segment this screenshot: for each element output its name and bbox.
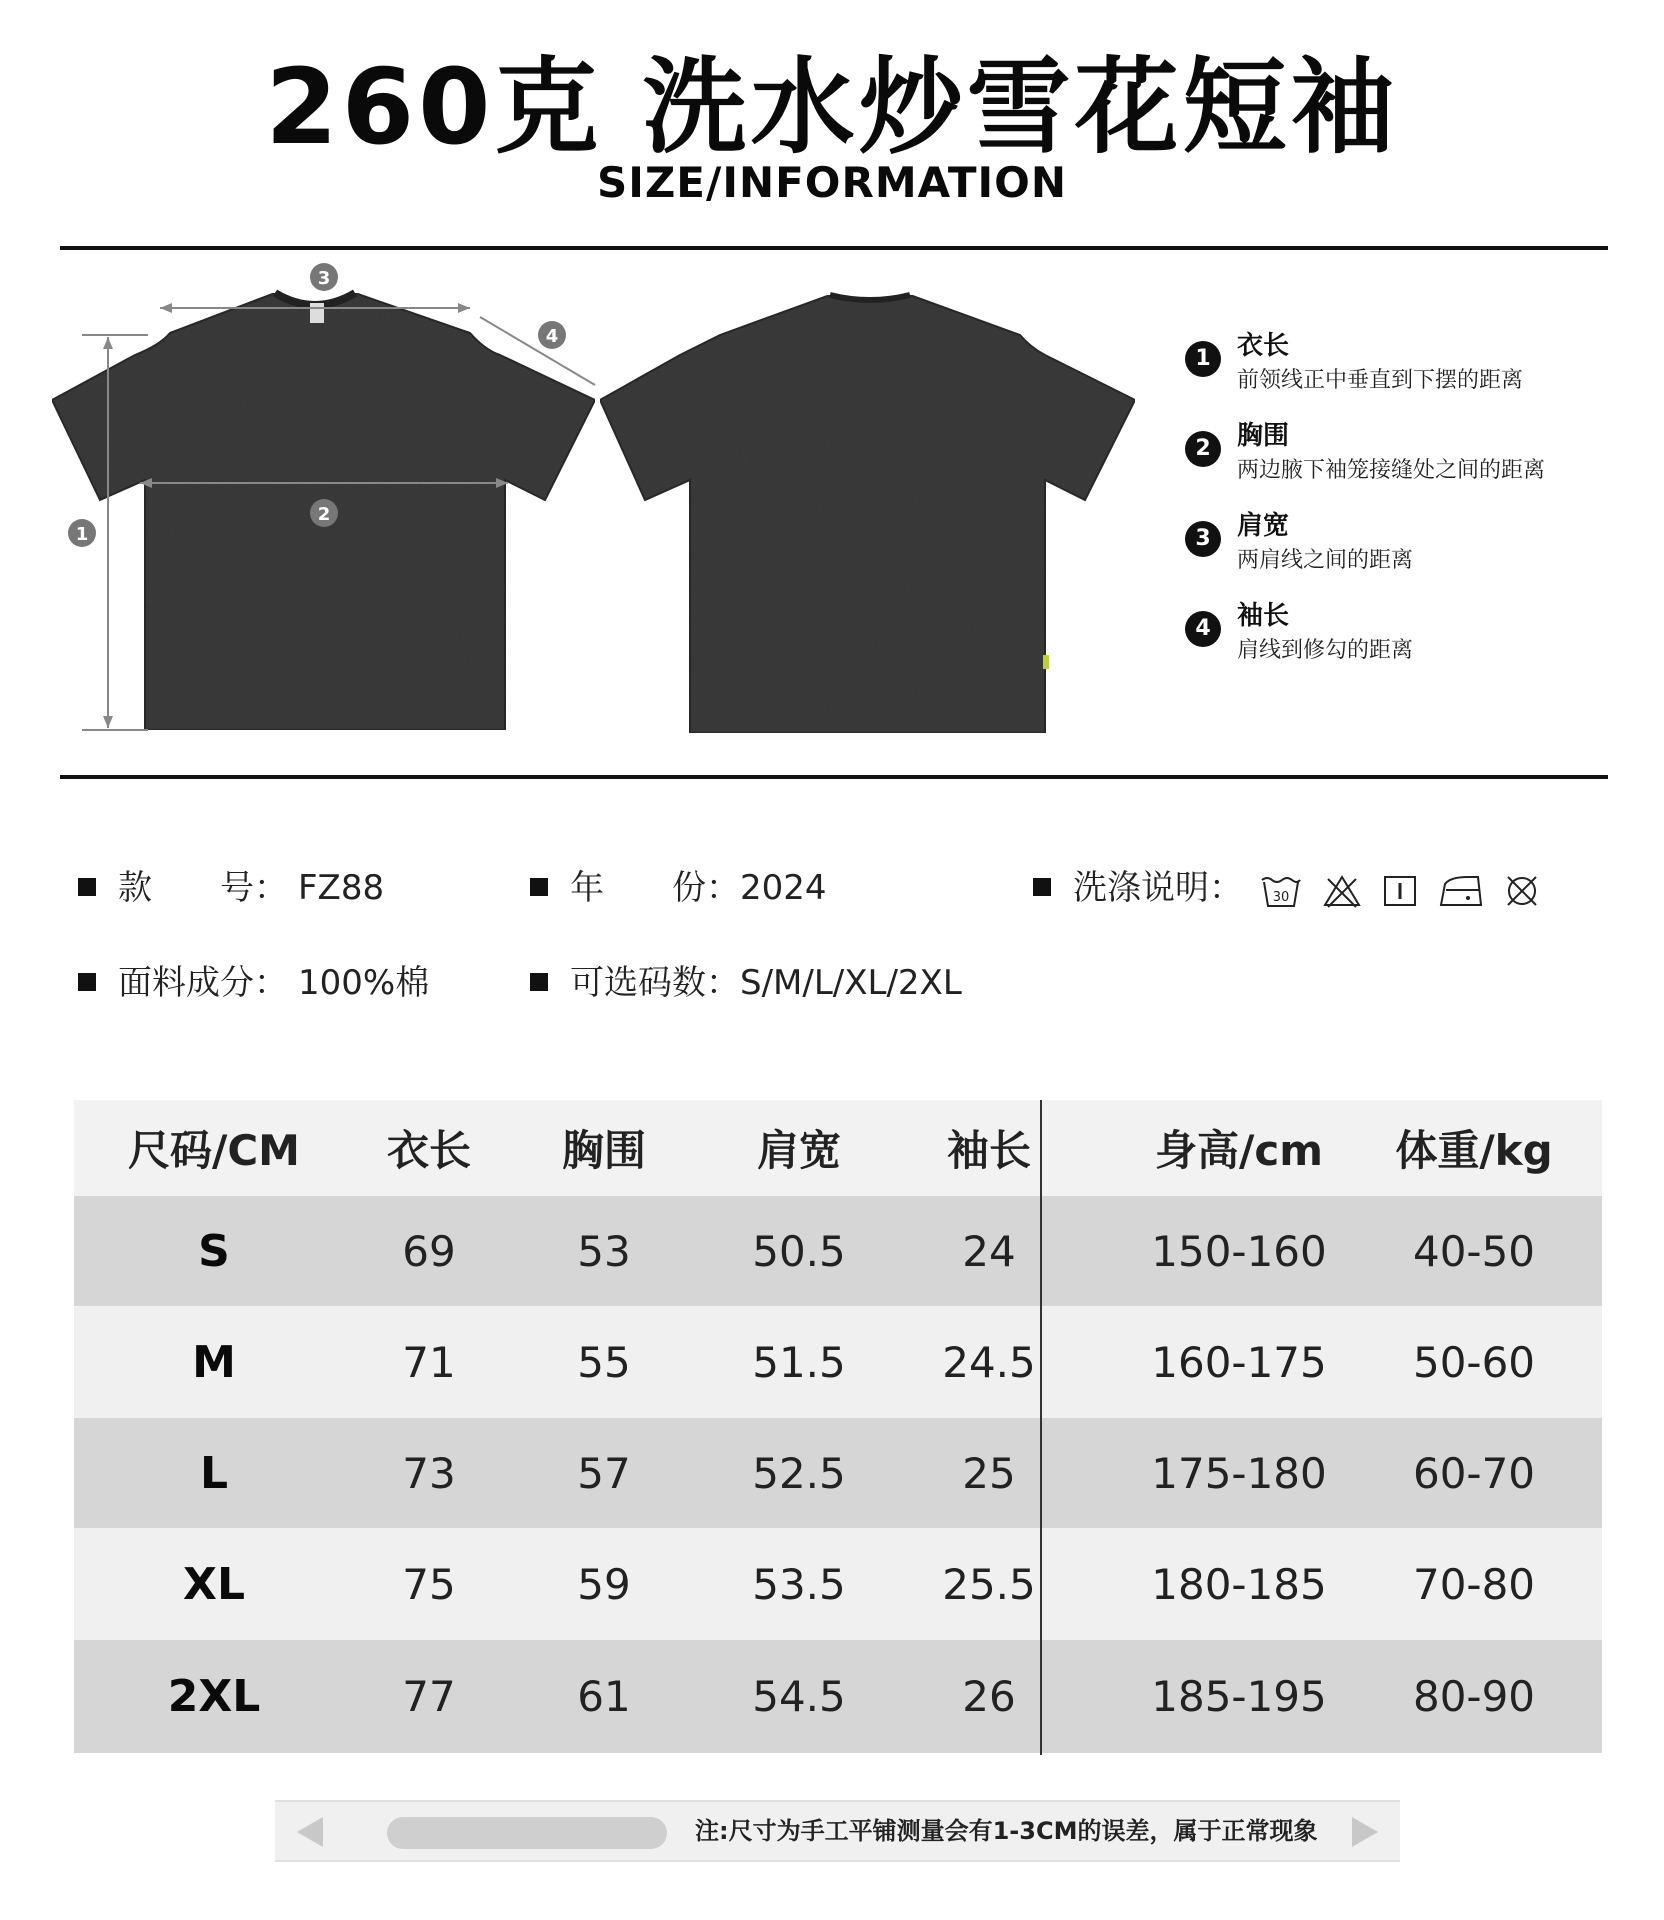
legend-item-shoulder <box>1185 505 1605 595</box>
page-subtitle: SIZE/INFORMATION <box>596 158 1068 207</box>
care-icons <box>1260 865 1560 915</box>
bullet-icon <box>530 973 548 991</box>
weight-cell: 50-60 <box>1412 1337 1536 1387</box>
iron-icon <box>1382 874 1418 908</box>
height-cell: 185-195 <box>1151 1672 1327 1721</box>
chest-cell: 55 <box>577 1337 631 1387</box>
measurement-legend <box>1185 325 1605 685</box>
fabric <box>78 958 429 1008</box>
sleeve-cell: 24.5 <box>942 1337 1036 1387</box>
size-cell: L <box>199 1447 229 1499</box>
header-height: 身高/cm <box>1154 1126 1323 1175</box>
top-divider <box>60 246 1608 250</box>
table-row <box>74 1196 1602 1306</box>
table-column-divider <box>1040 1100 1042 1755</box>
tumble-dry-icon <box>1438 874 1484 908</box>
sizes-label: 可选码数： <box>570 963 740 1003</box>
bullet-icon <box>1033 878 1051 896</box>
table-row <box>74 1418 1602 1528</box>
marker-1 <box>68 519 96 547</box>
length-cell: 69 <box>402 1226 456 1276</box>
weight-cell: 70-80 <box>1412 1559 1536 1609</box>
length-cell: 71 <box>402 1337 456 1387</box>
legend-title: 袖长 <box>1237 601 1290 631</box>
chest-cell: 53 <box>577 1226 631 1276</box>
bottom-divider <box>60 775 1608 779</box>
fabric-value: 100%棉 <box>298 963 430 1003</box>
table-row <box>74 1306 1602 1418</box>
legend-item-length <box>1185 325 1605 415</box>
scroll-right-arrow-icon[interactable] <box>1352 1817 1378 1847</box>
measurement-note: 注:尺寸为手工平铺测量会有1-3CM的误差，属于正常现象 <box>695 1817 1318 1845</box>
legend-desc: 肩线到修勾的距离 <box>1237 638 1414 663</box>
svg-text:4: 4 <box>545 326 559 347</box>
bullet-icon <box>78 973 96 991</box>
weight-cell: 60-70 <box>1412 1448 1536 1498</box>
size-table <box>74 1100 1602 1753</box>
header-chest: 胸围 <box>561 1126 646 1175</box>
scroll-left-arrow-icon[interactable] <box>297 1817 323 1847</box>
legend-title: 衣长 <box>1237 331 1290 361</box>
shirt-diagram <box>40 255 1170 765</box>
page-title: 260克 洗水炒雪花短袖 <box>265 46 1399 168</box>
header-sleeve: 袖长 <box>946 1126 1031 1175</box>
sleeve-cell: 24 <box>962 1226 1016 1276</box>
height-cell: 175-180 <box>1151 1448 1327 1498</box>
header-length: 衣长 <box>386 1126 471 1175</box>
note-bar <box>275 1800 1400 1862</box>
length-cell: 73 <box>402 1448 456 1498</box>
bullet-icon <box>78 878 96 896</box>
sizes-value: S/M/L/XL/2XL <box>740 963 962 1003</box>
scrollbar-thumb[interactable] <box>387 1817 667 1849</box>
legend-number: 3 <box>1185 521 1221 557</box>
legend-desc: 前领线正中垂直到下摆的距离 <box>1237 368 1524 393</box>
table-row <box>74 1640 1602 1753</box>
side-tag <box>1043 655 1049 669</box>
legend-number: 4 <box>1185 611 1221 647</box>
legend-title: 肩宽 <box>1237 511 1290 541</box>
legend-item-chest <box>1185 415 1605 505</box>
weight-cell: 80-90 <box>1412 1672 1536 1721</box>
neck-label <box>310 303 324 323</box>
height-cell: 180-185 <box>1151 1559 1327 1609</box>
marker-4 <box>538 321 566 349</box>
wash-30-icon <box>1260 874 1302 908</box>
weight-cell: 40-50 <box>1412 1226 1536 1276</box>
shoulder-cell: 51.5 <box>752 1337 846 1387</box>
chest-cell: 61 <box>577 1672 631 1721</box>
header-size: 尺码/CM <box>128 1126 300 1175</box>
shoulder-cell: 50.5 <box>752 1226 846 1276</box>
legend-desc: 两边腋下袖笼接缝处之间的距离 <box>1237 458 1546 483</box>
chest-cell: 57 <box>577 1448 631 1498</box>
style-value: FZ88 <box>298 868 385 908</box>
size-cell: XL <box>183 1558 245 1610</box>
header-shoulder: 肩宽 <box>756 1126 841 1175</box>
legend-title: 胸围 <box>1237 421 1290 451</box>
no-bleach-icon <box>1322 874 1362 908</box>
height-cell: 160-175 <box>1151 1337 1327 1387</box>
style-number <box>78 863 384 913</box>
year-value: 2024 <box>740 868 827 908</box>
sleeve-cell: 25 <box>962 1448 1016 1498</box>
size-cell: 2XL <box>167 1671 261 1722</box>
length-cell: 77 <box>402 1672 456 1721</box>
legend-number: 2 <box>1185 431 1221 467</box>
table-row <box>74 1528 1602 1640</box>
fabric-label: 面料成分： <box>118 963 288 1003</box>
header-weight: 体重/kg <box>1395 1126 1553 1175</box>
care-instructions <box>1033 863 1560 915</box>
chest-cell: 59 <box>577 1559 631 1609</box>
shoulder-cell: 52.5 <box>752 1448 846 1498</box>
available-sizes <box>530 958 962 1008</box>
year <box>530 863 827 913</box>
legend-item-sleeve <box>1185 595 1605 685</box>
height-cell: 150-160 <box>1151 1226 1327 1276</box>
bullet-icon <box>530 878 548 896</box>
size-cell: M <box>192 1336 236 1388</box>
sleeve-cell: 25.5 <box>942 1559 1036 1609</box>
sleeve-cell: 26 <box>962 1672 1016 1721</box>
legend-number: 1 <box>1185 341 1221 377</box>
svg-text:1: 1 <box>75 524 89 545</box>
marker-2 <box>310 499 338 527</box>
shoulder-cell: 53.5 <box>752 1559 846 1609</box>
legend-desc: 两肩线之间的距离 <box>1237 548 1414 573</box>
marker-3 <box>310 263 338 291</box>
style-label: 款 号： <box>118 868 288 908</box>
table-header <box>74 1100 1602 1196</box>
year-label: 年 份： <box>570 868 740 908</box>
shoulder-cell: 54.5 <box>752 1672 846 1721</box>
wash-temp: 30 <box>1272 890 1290 905</box>
no-dryclean-icon <box>1504 874 1540 908</box>
svg-text:2: 2 <box>317 504 331 525</box>
length-cell: 75 <box>402 1559 456 1609</box>
svg-text:3: 3 <box>317 268 331 289</box>
back-shirt <box>600 295 1135 733</box>
care-label: 洗涤说明： <box>1073 868 1243 908</box>
size-cell: S <box>198 1225 230 1277</box>
